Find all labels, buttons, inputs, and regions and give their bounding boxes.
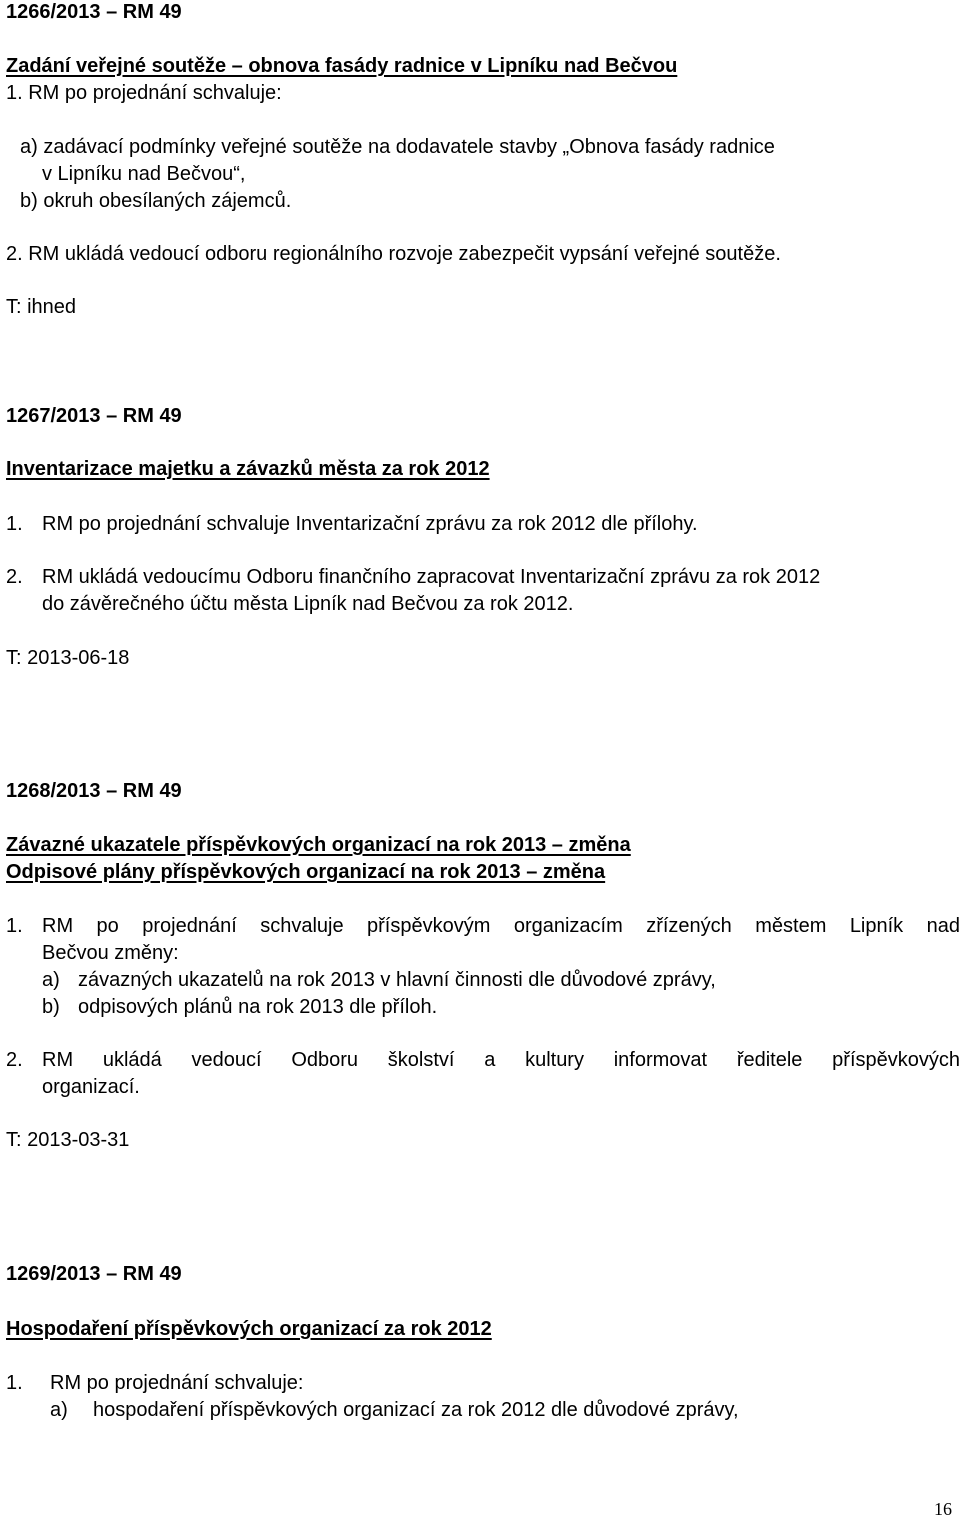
item-1-number: 1. bbox=[6, 915, 23, 937]
item-2-number: 2. bbox=[6, 1049, 23, 1071]
item-1: RM po projednání schvaluje příspěvkovým organizacím zřízených městem Lipník nad bbox=[42, 915, 960, 937]
resolution-title: Hospodaření příspěvkových organizací za rok 2012 bbox=[6, 1318, 492, 1340]
item-b-label: b) bbox=[42, 996, 60, 1018]
resolution-title-2: Odpisové plány příspěvkových organizací na rok 2013 – změna bbox=[6, 861, 606, 883]
item-1-number: 1. bbox=[6, 1372, 23, 1394]
term: T: ihned bbox=[6, 296, 77, 318]
item-a-label: a) bbox=[50, 1399, 68, 1421]
item-b: odpisových plánů na rok 2013 dle příloh. bbox=[78, 996, 438, 1018]
item-a: závazných ukazatelů na rok 2013 v hlavní činnosti dle důvodové zprávy, bbox=[78, 969, 716, 991]
item-2: RM ukládá vedoucímu Odboru finančního zapracovat Inventarizační zprávu za rok 2012 bbox=[42, 566, 821, 588]
term: T: 2013-03-31 bbox=[6, 1129, 130, 1151]
item-2-number: 2. bbox=[6, 566, 23, 588]
page-number: 16 bbox=[934, 1499, 952, 1519]
item-1: 1. RM po projednání schvaluje: bbox=[6, 82, 282, 104]
resolution-title: Zadání veřejné soutěže – obnova fasády radnice v Lipníku nad Bečvou bbox=[6, 55, 678, 77]
term: T: 2013-06-18 bbox=[6, 647, 130, 669]
item-1: RM po projednání schvaluje: bbox=[50, 1372, 304, 1394]
item-1: RM po projednání schvaluje Inventarizační zprávu za rok 2012 dle přílohy. bbox=[42, 513, 698, 535]
resolution-heading: 1268/2013 – RM 49 bbox=[6, 780, 182, 802]
item-1-cont: Bečvou změny: bbox=[42, 942, 179, 964]
resolution-title: Závazné ukazatele příspěvkových organizací na rok 2013 – změna bbox=[6, 834, 631, 856]
item-a-label: a) bbox=[42, 969, 60, 991]
resolution-heading: 1269/2013 – RM 49 bbox=[6, 1263, 182, 1285]
item-a: a) zadávací podmínky veřejné soutěže na dodavatele stavby „Obnova fasády radnice bbox=[20, 136, 775, 158]
item-b: b) okruh obesílaných zájemců. bbox=[20, 190, 292, 212]
resolution-heading: 1266/2013 – RM 49 bbox=[6, 1, 182, 23]
resolution-title: Inventarizace majetku a závazků města za rok 2012 bbox=[6, 458, 490, 480]
item-2-cont: organizací. bbox=[42, 1076, 140, 1098]
resolution-heading: 1267/2013 – RM 49 bbox=[6, 405, 182, 427]
item-a: hospodaření příspěvkových organizací za rok 2012 dle důvodové zprávy, bbox=[93, 1399, 739, 1421]
item-2-cont: do závěrečného účtu města Lipník nad Bečvou za rok 2012. bbox=[42, 593, 574, 615]
item-2: 2. RM ukládá vedoucí odboru regionálního rozvoje zabezpečit vypsání veřejné soutěže. bbox=[6, 243, 781, 265]
item-a-cont: v Lipníku nad Bečvou“, bbox=[42, 163, 246, 185]
item-1-number: 1. bbox=[6, 513, 23, 535]
item-2: RM ukládá vedoucí Odboru školství a kultury informovat ředitele příspěvkových bbox=[42, 1049, 960, 1071]
